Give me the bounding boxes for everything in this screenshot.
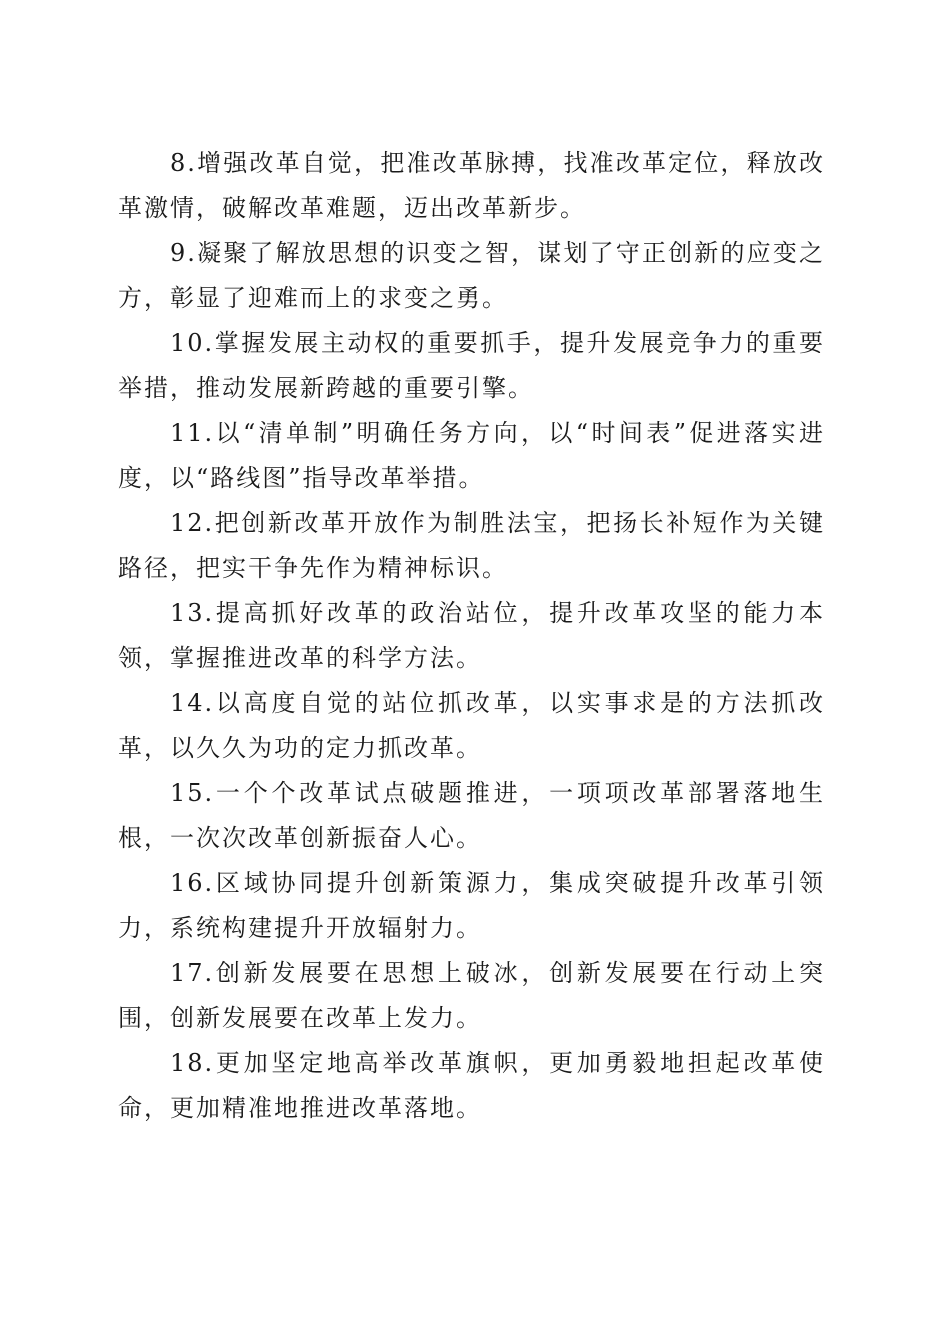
document-body bbox=[118, 141, 825, 1131]
paragraph-12: 12.把创新改革开放作为制胜法宝，把扬长补短作为关键路径，把实干争先作为精神标识。 bbox=[118, 509, 825, 582]
paragraph-14: 14.以高度自觉的站位抓改革，以实事求是的方法抓改革，以久久为功的定力抓改革。 bbox=[118, 689, 825, 762]
paragraph-11: 11.以“清单制”明确任务方向，以“时间表”促进落实进度，以“路线图”指导改革举措。 bbox=[118, 419, 825, 492]
paragraph-17: 17.创新发展要在思想上破冰，创新发展要在行动上突围，创新发展要在改革上发力。 bbox=[118, 959, 825, 1032]
paragraph-15: 15.一个个改革试点破题推进，一项项改革部署落地生根，一次次改革创新振奋人心。 bbox=[118, 779, 825, 852]
paragraph-18: 18.更加坚定地高举改革旗帜，更加勇毅地担起改革使命，更加精准地推进改革落地。 bbox=[118, 1049, 825, 1122]
paragraph-9: 9.凝聚了解放思想的识变之智，谋划了守正创新的应变之方，彰显了迎难而上的求变之勇。 bbox=[118, 239, 825, 312]
paragraph-8: 8.增强改革自觉，把准改革脉搏，找准改革定位，释放改革激情，破解改革难题，迈出改革新步。 bbox=[118, 149, 825, 222]
paragraph-16: 16.区域协同提升创新策源力，集成突破提升改革引领力，系统构建提升开放辐射力。 bbox=[118, 869, 825, 942]
paragraph-10: 10.掌握发展主动权的重要抓手，提升发展竞争力的重要举措，推动发展新跨越的重要引擎。 bbox=[118, 329, 825, 402]
paragraph-13: 13.提高抓好改革的政治站位，提升改革攻坚的能力本领，掌握推进改革的科学方法。 bbox=[118, 599, 825, 672]
